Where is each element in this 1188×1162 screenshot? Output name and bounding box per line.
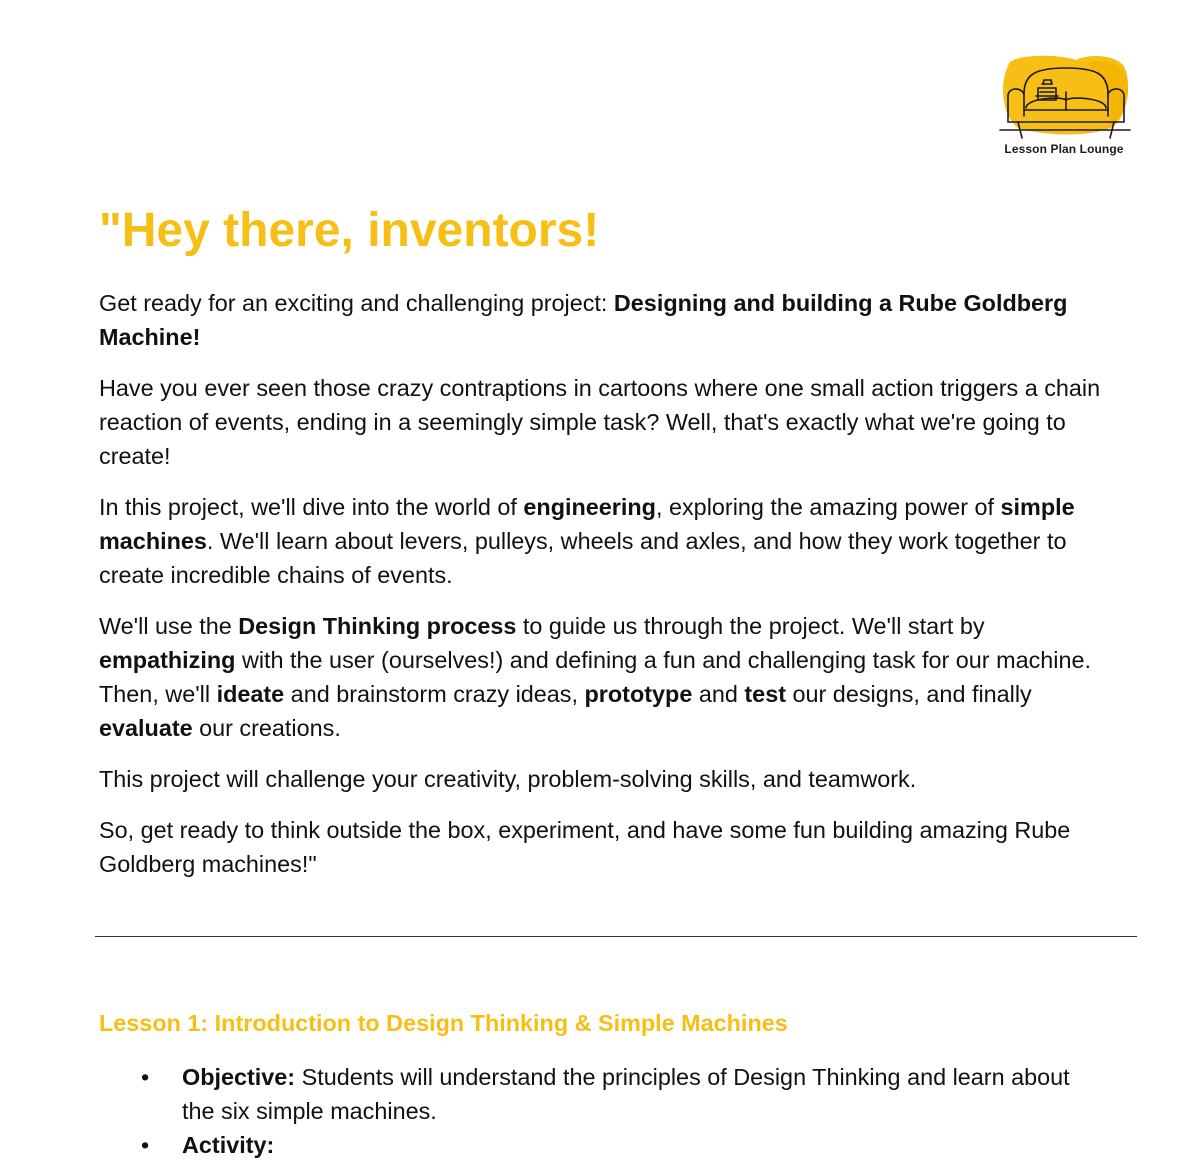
bold-text: engineering: [523, 494, 656, 520]
list-item: [99, 1128, 1099, 1162]
text-span: . We'll learn about levers, pulleys, wheels and axles, and how they work together to create incredible chains of events.: [99, 528, 1067, 588]
intro-paragraph-3: [99, 490, 1124, 592]
intro-paragraph-2: Have you ever seen those crazy contraptions in cartoons where one small action triggers a chain reaction of events, ending in a seemingly simple task? Well, that's exactly what we're going to create!: [99, 375, 1101, 469]
bold-text: simple machines: [99, 494, 1075, 554]
bullet-icon: •: [141, 1064, 150, 1090]
intro-section: [99, 200, 1124, 898]
bold-text: empathizing: [99, 647, 236, 673]
bold-text: test: [744, 681, 786, 707]
bullet-icon: •: [141, 1132, 150, 1158]
text-span: Get ready for an exciting and challenging project:: [99, 290, 614, 316]
text-span: our creations.: [192, 715, 341, 741]
page-title: "Hey there, inventors!: [99, 204, 600, 257]
couch-with-books-icon: [996, 52, 1134, 144]
text-span: In this project, we'll dive into the world of: [99, 494, 524, 520]
intro-paragraph-5: This project will challenge your creativity, problem-solving skills, and teamwork.: [99, 766, 917, 792]
text-span: and: [692, 681, 745, 707]
intro-paragraph-1: [99, 286, 1124, 354]
bold-text: Designing and building a Rube Goldberg Machine: [99, 290, 1068, 350]
item-label: Activity:: [182, 1132, 275, 1158]
horizontal-divider: [95, 936, 1137, 937]
text-span: We'll use the: [99, 613, 239, 639]
bold-text: prototype: [584, 681, 693, 707]
lesson-list: [99, 1060, 1099, 1162]
bold-text: evaluate: [99, 715, 193, 741]
text-span: , exploring the amazing power of: [655, 494, 1001, 520]
text-span: to guide us through the project. We'll start by: [516, 613, 985, 639]
bold-text: !: [192, 324, 201, 350]
logo-label: Lesson Plan Lounge: [1004, 142, 1124, 156]
intro-paragraph-4: [99, 609, 1124, 745]
logo: [996, 52, 1134, 162]
item-label: Objective:: [182, 1064, 296, 1090]
text-span: and brainstorm crazy ideas,: [284, 681, 585, 707]
intro-paragraph-6: So, get ready to think outside the box, experiment, and have some fun building amazing Rube Goldberg machines!": [99, 817, 1071, 877]
bold-text: ideate: [216, 681, 285, 707]
lesson-heading: Lesson 1: Introduction to Design Thinking & Simple Machines: [99, 1010, 788, 1036]
text-span: with the user (ourselves!) and defining a fun and challenging task for our machine. Then, we'll: [99, 647, 1092, 707]
text-span: our designs, and finally: [786, 681, 1032, 707]
bold-text: Design Thinking process: [238, 613, 517, 639]
item-text: Students will understand the principles of Design Thinking and learn about the six simple machines.: [182, 1064, 1070, 1124]
list-item: [99, 1060, 1099, 1128]
